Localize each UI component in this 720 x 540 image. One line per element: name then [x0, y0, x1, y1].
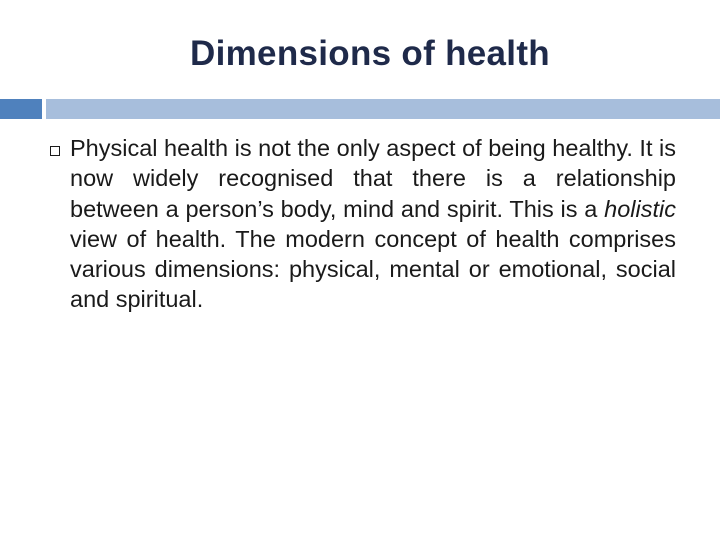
bullet-text-italic: holistic [604, 195, 676, 222]
accent-bar-light [46, 99, 720, 119]
accent-bar-dark [0, 99, 42, 119]
bullet-text-end: view of health. The modern concept of health comprises various dimensions: physical, mental or emotional, social and spiritual. [70, 225, 676, 313]
bullet-paragraph [70, 133, 676, 315]
square-bullet-icon [50, 146, 60, 156]
bullet-text-start: Physical health is not the only aspect of being healthy. It is now widely recognised that there is a relationship between a person’s body, mind and spirit. This is a [70, 135, 676, 222]
slide-title: Dimensions of health [190, 34, 550, 73]
